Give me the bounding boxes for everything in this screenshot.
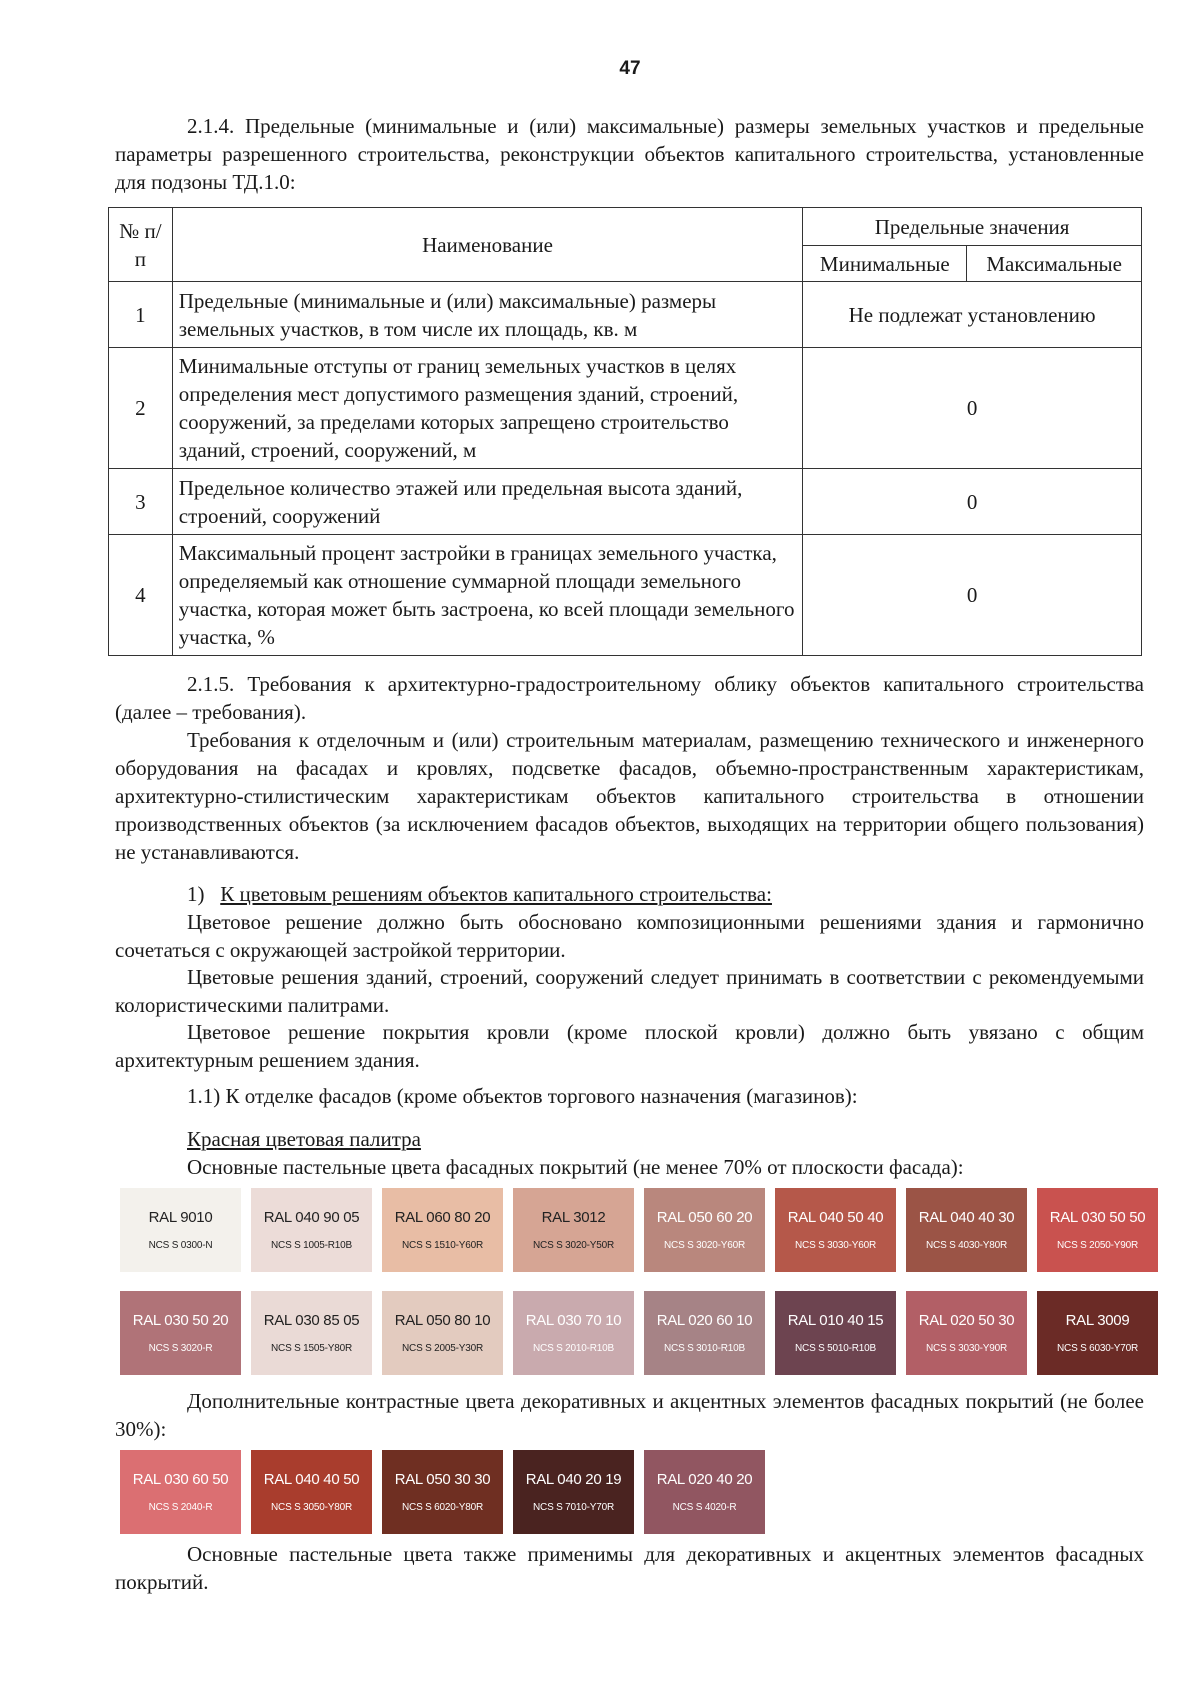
- swatch-ral-code: RAL 040 40 30: [918, 1209, 1015, 1226]
- header-num: № п/п: [109, 208, 173, 282]
- swatch-ncs-code: NCS S 6030-Y70R: [1057, 1343, 1138, 1354]
- swatch-ral-code: RAL 040 40 50: [263, 1471, 360, 1488]
- color-swatch: [775, 1188, 896, 1272]
- swatch-ncs-code: NCS S 3050-Y80R: [271, 1502, 352, 1513]
- color-swatch: [382, 1291, 503, 1375]
- color-swatch: [513, 1291, 634, 1375]
- header-limits: Предельные значения: [803, 208, 1142, 246]
- swatch-ncs-code: NCS S 3020-R: [148, 1343, 213, 1354]
- swatch-ral-code: RAL 040 90 05: [263, 1209, 360, 1226]
- swatch-ncs-code: NCS S 1005-R10B: [271, 1240, 352, 1251]
- swatch-ral-code: RAL 030 50 50: [1049, 1209, 1146, 1226]
- color-swatch: [775, 1291, 896, 1375]
- color-swatch: [120, 1188, 241, 1272]
- swatch-ncs-code: NCS S 3020-Y60R: [664, 1240, 745, 1251]
- row-value: Не подлежат установлению: [803, 282, 1142, 348]
- section-text: Требования к архитектурно-градостроительному облику объектов капитального строительства (далее – требования).: [115, 672, 1144, 724]
- swatch-ral-code: RAL 3012: [541, 1209, 606, 1226]
- palette-main-caption: Основные пастельные цвета фасадных покрытий (не менее 70% от плоскости фасада):: [187, 1155, 964, 1179]
- swatch-ncs-code: NCS S 2005-Y30R: [402, 1343, 483, 1354]
- header-max: Максимальные: [967, 246, 1142, 282]
- swatch-ral-code: RAL 030 70 10: [525, 1312, 622, 1329]
- color-swatch: [120, 1291, 241, 1375]
- palette-contrast-row: [120, 1450, 765, 1534]
- swatch-ral-code: RAL 030 85 05: [263, 1312, 360, 1329]
- swatch-ncs-code: NCS S 5010-R10B: [795, 1343, 876, 1354]
- swatch-ral-code: RAL 030 50 20: [132, 1312, 229, 1329]
- color-swatch: [1037, 1291, 1158, 1375]
- swatch-ral-code: RAL 010 40 15: [787, 1312, 884, 1329]
- swatch-ncs-code: NCS S 7010-Y70R: [533, 1502, 614, 1513]
- section-number: 2.1.4.: [187, 114, 235, 138]
- swatch-ral-code: RAL 020 50 30: [918, 1312, 1015, 1329]
- swatch-ral-code: RAL 020 40 20: [656, 1471, 753, 1488]
- item-1-1: 1.1) К отделке фасадов (кроме объектов торгового назначения (магазинов):: [187, 1084, 858, 1108]
- color-swatch: [644, 1450, 765, 1534]
- row-value: 0: [803, 348, 1142, 469]
- row-num: 4: [109, 535, 173, 656]
- final-paragraph: Основные пастельные цвета также применимы для декоративных и акцентных элементов фасадных покрытий.: [115, 1542, 1144, 1594]
- swatch-ncs-code: NCS S 4030-Y80R: [926, 1240, 1007, 1251]
- color-swatch: [513, 1188, 634, 1272]
- row-name: Предельные (минимальные и (или) максимальные) размеры земельных участков, в том числе их площадь, кв. м: [172, 282, 802, 348]
- swatch-ncs-code: NCS S 6020-Y80R: [402, 1502, 483, 1513]
- swatch-ral-code: RAL 050 30 30: [394, 1471, 491, 1488]
- item-number: 1): [187, 882, 205, 906]
- header-min: Минимальные: [803, 246, 967, 282]
- swatch-ncs-code: NCS S 0300-N: [148, 1240, 213, 1251]
- row-value: 0: [803, 469, 1142, 535]
- limits-table: [108, 207, 1142, 656]
- color-paragraph-1: Цветовое решение должно быть обосновано композиционными решениями здания и гармонично сочетаться с окружающей застройкой территории.: [115, 910, 1144, 962]
- table-row: [109, 535, 1142, 656]
- color-swatch: [1037, 1188, 1158, 1272]
- palette-row-2: [120, 1291, 1158, 1375]
- section-2-1-5: [115, 670, 1144, 726]
- row-name: Предельное количество этажей или предельная высота зданий, строений, сооружений: [172, 469, 802, 535]
- color-swatch: [120, 1450, 241, 1534]
- section-text: Предельные (минимальные и (или) максимальные) размеры земельных участков и предельные параметры разрешенного строительства, реконструкции объектов капитального строительства, установленные для подзоны ТД.1.0:: [115, 114, 1144, 194]
- item-1: [115, 880, 1144, 908]
- contrast-caption: Дополнительные контрастные цвета декоративных и акцентных элементов фасадных покрытий (не более 30%):: [115, 1389, 1144, 1441]
- row-value: 0: [803, 535, 1142, 656]
- color-paragraph-3: Цветовое решение покрытия кровли (кроме плоской кровли) должно быть увязано с общим архитектурным решением здания.: [115, 1020, 1144, 1072]
- swatch-ral-code: RAL 3009: [1065, 1312, 1130, 1329]
- page-number: 47: [619, 58, 641, 79]
- swatch-ncs-code: NCS S 2050-Y90R: [1057, 1240, 1138, 1251]
- color-swatch: [906, 1291, 1027, 1375]
- swatch-ral-code: RAL 060 80 20: [394, 1209, 491, 1226]
- section-number: 2.1.5.: [187, 672, 235, 696]
- color-swatch: [382, 1188, 503, 1272]
- color-swatch: [251, 1450, 372, 1534]
- row-name: Максимальный процент застройки в границах земельного участка, определяемый как отношение суммарной площади земельного участка, которая может быть застроена, ко всей площади земельного участка, %: [172, 535, 802, 656]
- row-num: 2: [109, 348, 173, 469]
- row-num: 3: [109, 469, 173, 535]
- color-paragraph-2: Цветовые решения зданий, строений, сооружений следует принимать в соответствии с рекомендуемыми колористическими палитрами.: [115, 965, 1144, 1017]
- color-swatch: [644, 1188, 765, 1272]
- swatch-ncs-code: NCS S 3030-Y60R: [795, 1240, 876, 1251]
- swatch-ral-code: RAL 020 60 10: [656, 1312, 753, 1329]
- table-row: [109, 282, 1142, 348]
- row-num: 1: [109, 282, 173, 348]
- swatch-ral-code: RAL 040 50 40: [787, 1209, 884, 1226]
- swatch-ncs-code: NCS S 2040-R: [148, 1502, 213, 1513]
- swatch-ral-code: RAL 050 60 20: [656, 1209, 753, 1226]
- section-2-1-4: [115, 112, 1144, 196]
- color-swatch: [251, 1291, 372, 1375]
- color-swatch: [644, 1291, 765, 1375]
- swatch-ral-code: RAL 030 60 50: [132, 1471, 229, 1488]
- row-name: Минимальные отступы от границ земельных участков в целях определения мест допустимого размещения зданий, строений, сооружений, за пределами которых запрещено строительство зданий, строений, сооружений, м: [172, 348, 802, 469]
- palette-row-1: [120, 1188, 1158, 1272]
- color-swatch: [513, 1450, 634, 1534]
- swatch-ncs-code: NCS S 1505-Y80R: [271, 1343, 352, 1354]
- swatch-ncs-code: NCS S 4020-R: [672, 1502, 737, 1513]
- item-heading: К цветовым решениям объектов капитального строительства:: [220, 882, 772, 906]
- swatch-ral-code: RAL 050 80 10: [394, 1312, 491, 1329]
- header-name: Наименование: [172, 208, 802, 282]
- swatch-ncs-code: NCS S 3010-R10B: [664, 1343, 745, 1354]
- table-row: [109, 469, 1142, 535]
- swatch-ral-code: RAL 040 20 19: [525, 1471, 622, 1488]
- color-swatch: [251, 1188, 372, 1272]
- swatch-ncs-code: NCS S 3030-Y90R: [926, 1343, 1007, 1354]
- color-swatch: [906, 1188, 1027, 1272]
- palette-title: Красная цветовая палитра: [187, 1127, 421, 1151]
- table-row: [109, 348, 1142, 469]
- swatch-ral-code: RAL 9010: [148, 1209, 213, 1226]
- swatch-ncs-code: NCS S 3020-Y50R: [533, 1240, 614, 1251]
- swatch-ncs-code: NCS S 1510-Y60R: [402, 1240, 483, 1251]
- table-header-row: [109, 208, 1142, 246]
- swatch-ncs-code: NCS S 2010-R10B: [533, 1343, 614, 1354]
- color-swatch: [382, 1450, 503, 1534]
- requirements-paragraph: Требования к отделочным и (или) строительным материалам, размещению технического и инженерного оборудования на фасадах и кровлях, подсветке фасадов, объемно-пространственным характеристикам, архитектурно-стилистическим характеристикам объектов капитального строительства в отношении производственных объектов (за исключением фасадов объектов, выходящих на территории общего пользования) не устанавливаются.: [115, 728, 1144, 864]
